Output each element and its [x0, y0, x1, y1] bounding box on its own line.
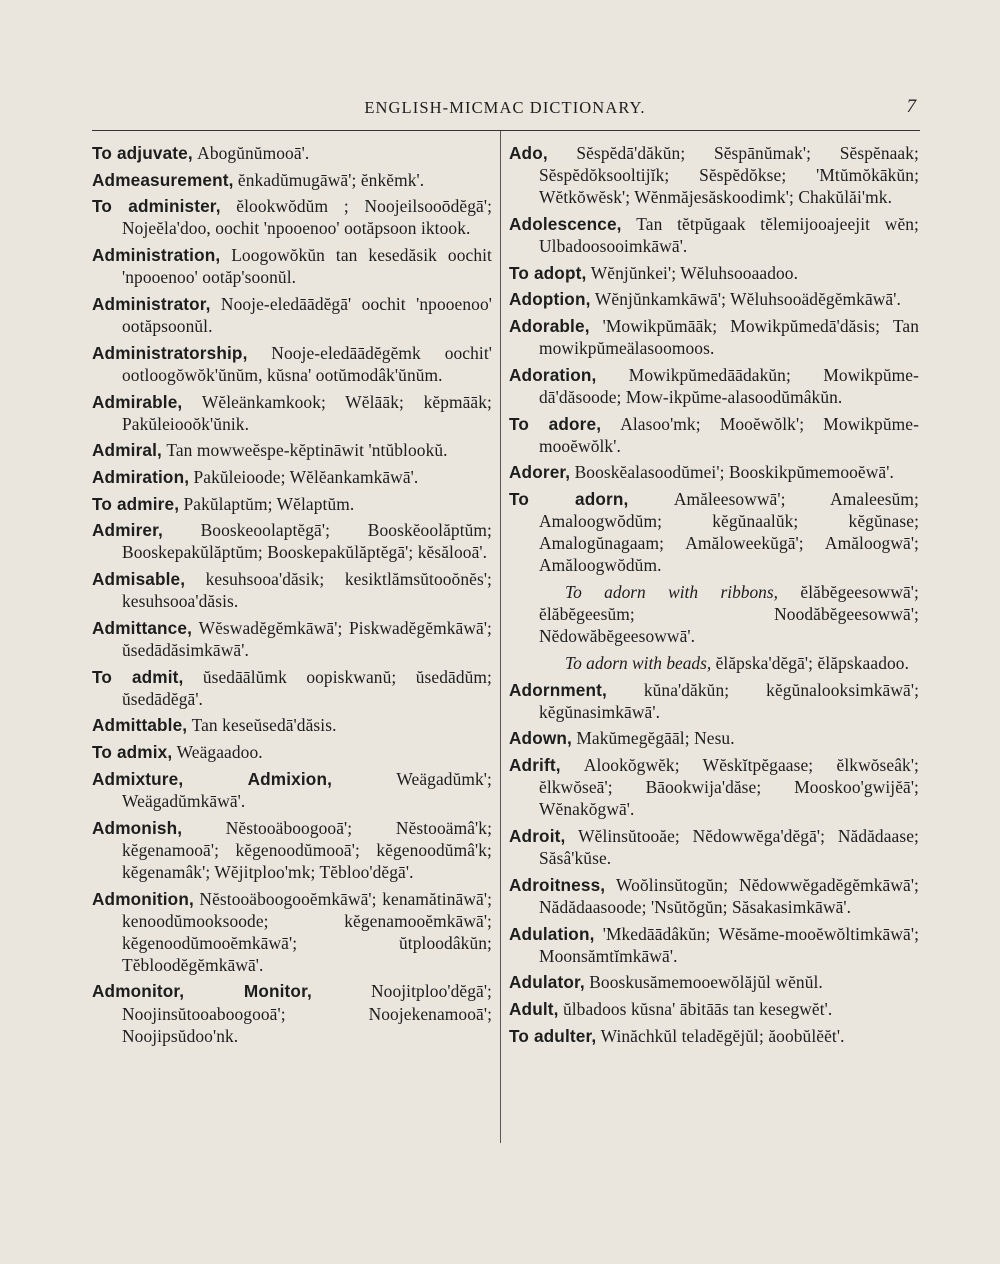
- headword: Adoration,: [509, 364, 597, 385]
- definition: Wĕleänkamkook; Wĕlāāk; kĕpmāāk; Pakŭleiooŏk'ŭnik.: [122, 391, 492, 434]
- definition: Pakŭleioode; Wĕlĕankamkāwā'.: [193, 466, 419, 487]
- headword: Adroit,: [509, 825, 566, 846]
- dictionary-entry: [509, 679, 919, 723]
- headword: Admisable,: [92, 569, 186, 590]
- dictionary-entry: [92, 142, 492, 164]
- definition: Tan keseŭsedā'dăsis.: [191, 715, 337, 736]
- definition: ĕlăpska'dĕgā'; ĕlăpskaadoo.: [715, 652, 910, 673]
- headword: Adulator,: [509, 972, 585, 993]
- headword: Adoption,: [509, 289, 591, 310]
- dictionary-entry: [509, 364, 919, 408]
- sub-phrase: To adorn with ribbons,: [565, 582, 778, 603]
- headword: To admix,: [92, 742, 173, 763]
- dictionary-entry: [92, 768, 492, 812]
- dictionary-entry: [92, 169, 492, 191]
- definition: Sĕspĕdā'dăkŭn; Sĕspānŭmak'; Sĕspĕnaak; Sĕspĕdŏksooltijĭk; Sĕspĕdŏkse; 'Mtŭmŏkākŭn; Wĕtkŏwĕsk'; Wĕnmăjesăskoodimk'; Chakŭlăi'mk.: [539, 143, 919, 208]
- definition: Weägaadoo.: [176, 742, 263, 763]
- dictionary-entry: [92, 293, 492, 337]
- dictionary-entry: [92, 466, 492, 488]
- running-title: ENGLISH-MICMAC DICTIONARY.: [364, 98, 646, 117]
- dictionary-entry: [92, 391, 492, 435]
- headword: Adult,: [509, 998, 559, 1019]
- headword: To adore,: [509, 413, 602, 434]
- definition: Tan mowweĕspe-kĕptināwit 'ntŭblookŭ.: [166, 440, 448, 461]
- headword: Admittable,: [92, 715, 188, 736]
- dictionary-entry: [509, 874, 919, 918]
- definition: ĕlăbĕgeesowwā'; ĕlăbĕgeesŭm; Noodăbĕgeesowwā'; Nĕdowăbĕgeesowwā'.: [539, 582, 919, 647]
- page-number: 7: [906, 96, 916, 117]
- headword: Admonish,: [92, 817, 183, 838]
- headword: To adulter,: [509, 1025, 597, 1046]
- definition: Wĕswadĕgĕmkāwā'; Piskwadĕgĕmkāwā'; ŭsedādăsimkāwā'.: [122, 617, 492, 660]
- headword: Admonition,: [92, 888, 194, 909]
- dictionary-entry: [92, 519, 492, 563]
- headword: Admeasurement,: [92, 169, 234, 190]
- dictionary-entry: [92, 888, 492, 976]
- definition: Booskĕalasoodŭmei'; Booskikpŭmemooĕwā'.: [574, 462, 894, 483]
- definition: Makŭmegĕgāāl; Nesu.: [576, 728, 735, 749]
- dictionary-entry: [509, 488, 919, 576]
- dictionary-entry: [509, 213, 919, 257]
- headword: To adorn,: [509, 489, 629, 510]
- headword: Adorable,: [509, 316, 590, 337]
- headword: To admit,: [92, 666, 184, 687]
- dictionary-entry: [509, 413, 919, 457]
- definition: Amăleesowwā'; Amaleesŭm; Amaloogwŏdŭm; kĕgŭnaalŭk; kĕgŭnase; Amalogŭnagaam; Amăloweekŭgā'; Amăloogwā'; Amăloogwŏdŭm.: [539, 489, 919, 576]
- dictionary-entry: [92, 195, 492, 239]
- headword: Admixture, Admixion,: [92, 768, 333, 789]
- column-divider: [500, 131, 501, 1143]
- definition: Alookŏgwĕk; Wĕskĭtpĕgaase; ĕlkwŏseâk'; ĕlkwŏseā'; Bāookwija'dăse; Mooskoo'gwijĕā'; Wĕnakŏgwā'.: [539, 755, 919, 820]
- definition: Nooje-eledāādĕgā' oochit 'npooenoo' ootăpsoonŭl.: [122, 293, 492, 337]
- definition: Winăchkŭl teladĕgĕjŭl; ăoobŭlĕĕt'.: [600, 1025, 845, 1046]
- left-column: [92, 142, 492, 1051]
- header-rule: [92, 130, 920, 131]
- headword: Admiration,: [92, 466, 190, 487]
- headword: To adjuvate,: [92, 143, 193, 163]
- definition: Wĕlinsŭtooăe; Nĕdowwĕga'dĕgā'; Nădădaase; Săsâ'kŭse.: [539, 825, 919, 869]
- headword: Adulation,: [509, 923, 595, 944]
- definition: 'Mkedāādâkŭn; Wĕsăme-mooĕwŏltimkāwā'; Moonsămtĭmkāwā'.: [539, 923, 919, 966]
- definition: Booskeoolaptĕgā'; Booskĕoolăptŭm; Booskepakŭlăptŭm; Booskepakŭlăptĕgā'; kĕsălooā'.: [122, 520, 492, 563]
- dictionary-entry: [92, 439, 492, 461]
- definition: Abogŭnŭmooā'.: [197, 143, 310, 163]
- headword: Adown,: [509, 728, 572, 749]
- dictionary-entry: [509, 825, 919, 869]
- definition: Woŏlinsŭtogŭn; Nĕdowwĕgadĕgĕmkāwā'; Nădădaasoode; 'Nsŭtŏgŭn; Săsakasimkāwā'.: [539, 874, 919, 917]
- definition: Pakŭlaptŭm; Wĕlaptŭm.: [183, 493, 355, 514]
- dictionary-entry: [509, 754, 919, 820]
- headword: Adorer,: [509, 462, 571, 483]
- definition: kŭna'dăkŭn; kĕgŭnalooksimkāwā'; kĕgŭnasimkāwā'.: [539, 679, 919, 722]
- dictionary-entry: [92, 741, 492, 763]
- headword: Admirer,: [92, 520, 163, 541]
- dictionary-entry: [509, 315, 919, 359]
- dictionary-entry: [509, 461, 919, 483]
- definition: 'Mowikpŭmāāk; Mowikpŭmedā'dăsis; Tan mowikpŭmeälasoomoos.: [539, 316, 919, 359]
- dictionary-entry: [92, 617, 492, 661]
- headword: To administer,: [92, 196, 221, 217]
- dictionary-entry: [92, 980, 492, 1046]
- dictionary-entry: [92, 714, 492, 736]
- dictionary-entry: [92, 568, 492, 612]
- definition: Tan tĕtpŭgaak tĕlemijooajeejit wĕn; Ulbadoosooimkāwā'.: [539, 213, 919, 256]
- headword: Adroitness,: [509, 874, 606, 895]
- dictionary-entry: [509, 262, 919, 284]
- definition: Booskusămemooewŏlăjŭl wĕnŭl.: [589, 972, 823, 993]
- definition: ĕnkadŭmugāwā'; ĕnkĕmk'.: [237, 169, 425, 190]
- sub-phrase: To adorn with beads,: [565, 652, 712, 673]
- definition: Alasoo'mk; Mooĕwŏlk'; Mowikpŭme-mooĕwŏlk'.: [539, 413, 919, 456]
- right-column: [509, 142, 919, 1051]
- headword: Admirable,: [92, 391, 183, 412]
- headword: Administration,: [92, 245, 221, 266]
- definition: Loogowŏkŭn tan kesedăsik oochit 'npooenoo' ootăp'soonŭl.: [122, 245, 492, 288]
- headword: Adornment,: [509, 679, 607, 700]
- headword: Admiral,: [92, 440, 162, 461]
- headword: To admire,: [92, 493, 180, 514]
- headword: To adopt,: [509, 262, 587, 283]
- definition: Nĕstooäboogooĕmkāwā'; kenamătināwā'; kenoodŭmooksoode; kĕgenamooĕmkāwā'; kĕgenoodŭmooĕmkāwā'; ŭtploodâkŭn; Tĕbloodĕgĕmkāwā'.: [122, 888, 492, 975]
- definition: Nĕstooäboogooā'; Nĕstooämâ'k; kĕgenamooā'; kĕgenoodŭmooā'; kĕgenoodŭmâ'k; kĕgenamâk'; Wĕjitploo'mk; Tĕbloo'dĕgā'.: [122, 817, 492, 882]
- dictionary-entry: [92, 817, 492, 883]
- headword: Admonitor, Monitor,: [92, 981, 312, 1002]
- dictionary-entry: [509, 1025, 919, 1047]
- dictionary-entry: [92, 493, 492, 515]
- headword: Administratorship,: [92, 342, 248, 363]
- definition: ŭsedāālŭmk oopiskwanŭ; ŭsedādŭm; ŭsedādĕgā'.: [122, 666, 492, 709]
- dictionary-entry: [92, 342, 492, 386]
- dictionary-entry: [509, 727, 919, 749]
- definition: kesuhsooa'dăsik; kesiktlămsŭtooŏnĕs'; kesuhsooa'dăsis.: [122, 569, 492, 612]
- dictionary-entry: [509, 923, 919, 967]
- definition: Wĕnjŭnkamkāwā'; Wĕluhsooädĕgĕmkāwā'.: [594, 289, 901, 310]
- dictionary-entry: [509, 998, 919, 1020]
- definition: Noojitploo'dĕgā'; Noojinsŭtooaboogooā'; Noojekenamooā'; Noojipsŭdoo'nk.: [122, 981, 492, 1046]
- dictionary-entry: [509, 142, 919, 208]
- definition: Mowikpŭmedāādakŭn; Mowikpŭme-dā'dăsoode; Mow-ikpŭme-alasoodŭmâkŭn.: [539, 364, 919, 407]
- dictionary-entry: [92, 244, 492, 288]
- headword: Adrift,: [509, 755, 561, 776]
- definition: ŭlbadoos kŭsna' ābitāās tan kesegwĕt'.: [562, 998, 833, 1019]
- dictionary-entry: [509, 288, 919, 310]
- dictionary-entry: [509, 581, 919, 647]
- headword: Adolescence,: [509, 213, 622, 234]
- page-header: [90, 94, 920, 124]
- headword: Admittance,: [92, 617, 193, 638]
- dictionary-entry: [509, 652, 919, 674]
- definition: ĕlookwŏdŭm ; Noojeilsooōdĕgā'; Nojeĕla'doo, oochit 'npooenoo' ootăpsoon iktook.: [122, 196, 492, 239]
- dictionary-entry: [92, 666, 492, 710]
- definition: Weägadŭmk'; Weägadŭmkāwā'.: [122, 768, 492, 811]
- headword: Ado,: [509, 143, 548, 163]
- dictionary-entry: [509, 971, 919, 993]
- definition: Nooje-eledāādĕgĕmk oochit' ootloogŏwŏk'ŭnŭm, kŭsna' ootŭmodâk'ŭnŭm.: [122, 342, 492, 385]
- headword: Administrator,: [92, 293, 211, 314]
- definition: Wĕnjŭnkei'; Wĕluhsooaadoo.: [590, 262, 799, 283]
